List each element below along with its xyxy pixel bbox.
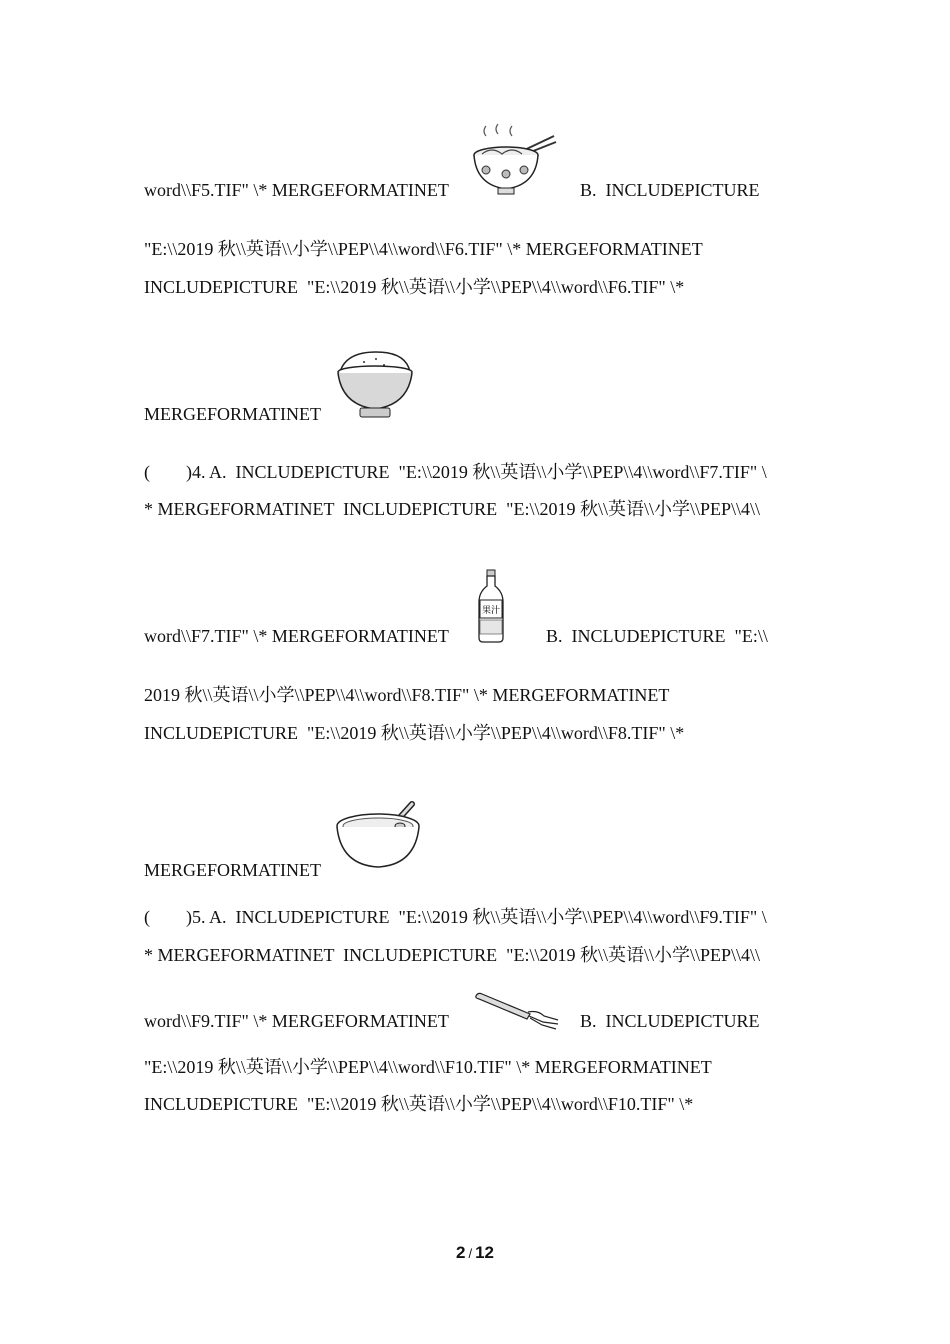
- page-current: 2: [455, 1243, 466, 1262]
- text-line-5: MERGEFORMATINET: [144, 404, 322, 424]
- text-line-14: * MERGEFORMATINET INCLUDEPICTURE "E:\\2019 秋\\英语\\小学\\PEP\\4\\: [144, 945, 761, 965]
- noodle-bowl-image: [468, 122, 558, 198]
- text-line-9: B. INCLUDEPICTURE "E:\\: [546, 626, 768, 646]
- text-line-12: MERGEFORMATINET: [144, 860, 322, 880]
- text-line-11: INCLUDEPICTURE "E:\\2019 秋\\英语\\小学\\PEP\\4\\word\\F8.TIF" \*: [144, 723, 685, 743]
- page-number: [0, 1243, 950, 1263]
- page-total: 12: [475, 1243, 494, 1262]
- soup-bowl-image: [334, 796, 424, 872]
- text-line-8: word\\F7.TIF" \* MERGEFORMATINET: [144, 626, 449, 646]
- text-line-1: word\\F5.TIF" \* MERGEFORMATINET: [144, 180, 449, 200]
- text-line-2: B. INCLUDEPICTURE: [580, 180, 760, 200]
- text-line-15: word\\F9.TIF" \* MERGEFORMATINET: [144, 1011, 449, 1031]
- juice-bottle-image: [476, 568, 506, 644]
- juice-label-text: 果汁: [481, 606, 501, 616]
- page-separator: /: [468, 1246, 473, 1261]
- text-line-18: INCLUDEPICTURE "E:\\2019 秋\\英语\\小学\\PEP\\4\\word\\F10.TIF" \*: [144, 1094, 694, 1114]
- text-line-6: ( )4. A. INCLUDEPICTURE "E:\\2019 秋\\英语\\小学\\PEP\\4\\word\\F7.TIF" \: [144, 462, 767, 482]
- text-line-10: 2019 秋\\英语\\小学\\PEP\\4\\word\\F8.TIF" \* MERGEFORMATINET: [144, 685, 670, 705]
- text-line-7: * MERGEFORMATINET INCLUDEPICTURE "E:\\2019 秋\\英语\\小学\\PEP\\4\\: [144, 499, 761, 519]
- text-line-13: ( )5. A. INCLUDEPICTURE "E:\\2019 秋\\英语\\小学\\PEP\\4\\word\\F9.TIF" \: [144, 907, 767, 927]
- text-line-3: "E:\\2019 秋\\英语\\小学\\PEP\\4\\word\\F6.TIF" \* MERGEFORMATINET: [144, 239, 703, 259]
- text-line-17: "E:\\2019 秋\\英语\\小学\\PEP\\4\\word\\F10.TIF" \* MERGEFORMATINET: [144, 1057, 712, 1077]
- text-line-4: INCLUDEPICTURE "E:\\2019 秋\\英语\\小学\\PEP\\4\\word\\F6.TIF" \*: [144, 277, 685, 297]
- rice-bowl-image: [334, 350, 416, 422]
- fork-image: [474, 990, 560, 1030]
- text-line-16: B. INCLUDEPICTURE: [580, 1011, 760, 1031]
